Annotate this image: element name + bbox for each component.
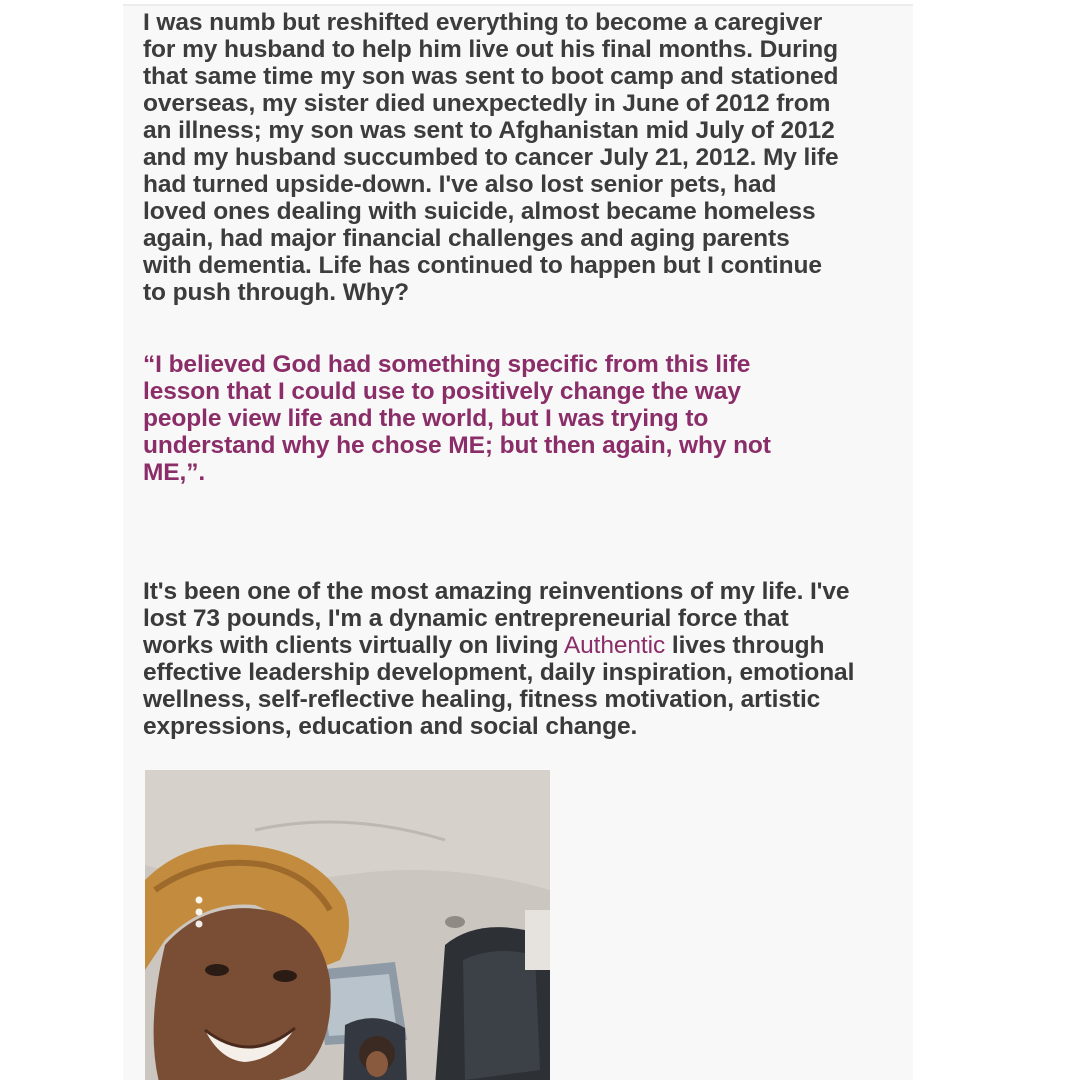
reinvention-text-end: lives through effective leadership development, daily inspiration, emotional wellness, self-reflective healing, fitness motivation, artistic expressions, education and social change. xyxy=(143,632,855,740)
story-paragraph: I was numb but reshifted everything to become a caregiver for my husband to help him live out his final months. During that same time my son was sent to boot camp and stationed overseas, my sister died unexpectedly in June of 2012 from an illness; my son was sent to Afghanistan mid July of 2012 and my husband succumbed to cancer July 21, 2012. My life had turned upside-down. I've also lost senior pets, had loved ones dealing with suicide, almost became homeless again, had major financial challenges and aging parents with dementia. Life has continued to happen but I continue to push through. Why? xyxy=(143,9,839,306)
reinvention-text-start: It's been one of the most amazing reinventions of my life. I've lost 73 pounds, I'm a dynamic entrepreneurial force that works with clients virtually on living xyxy=(143,578,850,659)
selfie-photo-illustration xyxy=(145,770,550,1080)
authentic-highlight: Authentic xyxy=(563,632,666,659)
reinvention-paragraph xyxy=(143,578,858,740)
quote-paragraph: “I believed God had something specific from this life lesson that I could use to positively change the way people view life and the world, but I was trying to understand why he chose ME; but then again, why not ME,”. xyxy=(143,351,771,486)
selfie-photo xyxy=(145,770,550,1080)
article-column xyxy=(123,4,913,1080)
